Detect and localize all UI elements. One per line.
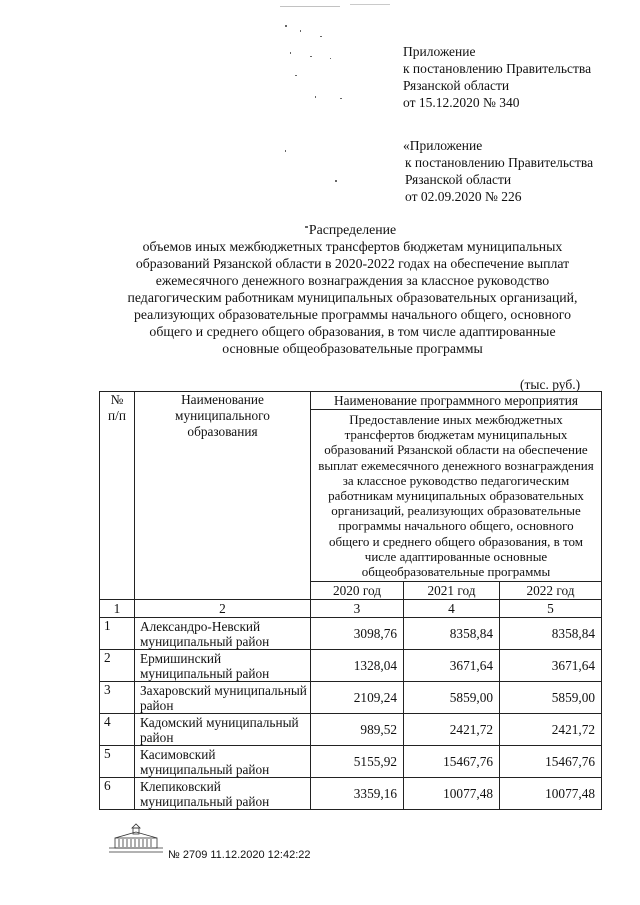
title-line: ежемесячного денежного вознаграждения за классное руководство <box>155 273 550 288</box>
row-value-2021: 2421,72 <box>404 714 500 746</box>
row-value-2022: 8358,84 <box>500 618 602 650</box>
row-value-2021: 15467,76 <box>404 746 500 778</box>
units-label: (тыс. руб.) <box>520 377 581 392</box>
row-value-2020: 3359,16 <box>311 778 404 810</box>
header-municipality: Наименование муниципального образования <box>135 392 311 600</box>
table-row <box>100 746 602 778</box>
title-line: реализующих образовательные программы начального общего, основного <box>133 307 572 322</box>
row-name: Александро-Невский муниципальный район <box>135 618 311 650</box>
row-name: Захаровский муниципальный район <box>135 682 311 714</box>
row-value-2022: 5859,00 <box>500 682 602 714</box>
row-num: 5 <box>100 746 135 778</box>
row-value-2020: 5155,92 <box>311 746 404 778</box>
row-value-2020: 2109,24 <box>311 682 404 714</box>
year-2020: 2020 год <box>311 582 404 600</box>
row-num: 3 <box>100 682 135 714</box>
row-name: Клепиковский муниципальный район <box>135 778 311 810</box>
table-row <box>100 714 602 746</box>
title-line: объемов иных межбюджетных трансфертов бюджетам муниципальных <box>142 239 563 254</box>
row-value-2022: 15467,76 <box>500 746 602 778</box>
row-name: Кадомский муниципальный район <box>135 714 311 746</box>
colnum: 4 <box>404 600 500 618</box>
appendix-current-line4: от 15.12.2020 № 340 <box>403 95 520 110</box>
row-num: 2 <box>100 650 135 682</box>
appendix-current-line1: Приложение <box>403 44 476 59</box>
row-value-2021: 10077,48 <box>404 778 500 810</box>
title-line: основные общеобразовательные программы <box>222 341 483 356</box>
title-line: общего и среднего общего образования, в том числе адаптированные <box>149 324 556 339</box>
row-value-2021: 3671,64 <box>404 650 500 682</box>
table-row <box>100 682 602 714</box>
table-colnum-row <box>100 600 602 618</box>
table-row <box>100 778 602 810</box>
title-line: образований Рязанской области в 2020-2022 годах на обеспечение выплат <box>135 256 570 271</box>
table-row <box>100 618 602 650</box>
row-value-2020: 3098,76 <box>311 618 404 650</box>
colnum: 5 <box>500 600 602 618</box>
appendix-current <box>403 43 591 111</box>
row-value-2021: 8358,84 <box>404 618 500 650</box>
colnum: 1 <box>100 600 135 618</box>
government-building-logo <box>105 822 167 856</box>
appendix-previous-line4: от 02.09.2020 № 226 <box>405 189 522 204</box>
colnum: 2 <box>135 600 311 618</box>
row-value-2022: 2421,72 <box>500 714 602 746</box>
row-value-2022: 10077,48 <box>500 778 602 810</box>
row-value-2020: 1328,04 <box>311 650 404 682</box>
appendix-current-line2: к постановлению Правительства <box>403 61 592 76</box>
appendix-previous-line2: к постановлению Правительства <box>405 155 594 170</box>
row-value-2021: 5859,00 <box>404 682 500 714</box>
row-value-2020: 989,52 <box>311 714 404 746</box>
appendix-previous <box>403 137 593 205</box>
allocation-table <box>99 391 602 810</box>
appendix-current-line3: Рязанской области <box>403 78 510 93</box>
table-row <box>100 650 602 682</box>
title-line: Распределение <box>308 222 397 237</box>
row-name: Касимовский муниципальный район <box>135 746 311 778</box>
header-program: Наименование программного мероприятия <box>311 392 602 410</box>
program-description: Предоставление иных межбюджетных трансфертов бюджетам муниципальных образований Рязанской области на обеспечение выплат ежемесячного денежного вознаграждения за классное руководство педагогическим работникам муниципальных образовательных организаций, реализующих образовательные программы начального общего, основного общего и среднего общего образования, в том числе адаптированные основные общеобразовательные программы <box>311 410 602 582</box>
colnum: 3 <box>311 600 404 618</box>
header-num: № п/п <box>100 392 135 600</box>
row-value-2022: 3671,64 <box>500 650 602 682</box>
title-line: педагогическим работникам муниципальных образовательных организаций, <box>127 290 578 305</box>
table-header-row <box>100 392 602 410</box>
year-2022: 2022 год <box>500 582 602 600</box>
appendix-previous-line1: «Приложение <box>403 138 483 153</box>
row-num: 1 <box>100 618 135 650</box>
document-title <box>100 221 605 357</box>
row-num: 4 <box>100 714 135 746</box>
document-registration-stamp: № 2709 11.12.2020 12:42:22 <box>168 849 311 861</box>
row-name: Ермишинский муниципальный район <box>135 650 311 682</box>
row-num: 6 <box>100 778 135 810</box>
appendix-previous-line3: Рязанской области <box>405 172 512 187</box>
year-2021: 2021 год <box>404 582 500 600</box>
